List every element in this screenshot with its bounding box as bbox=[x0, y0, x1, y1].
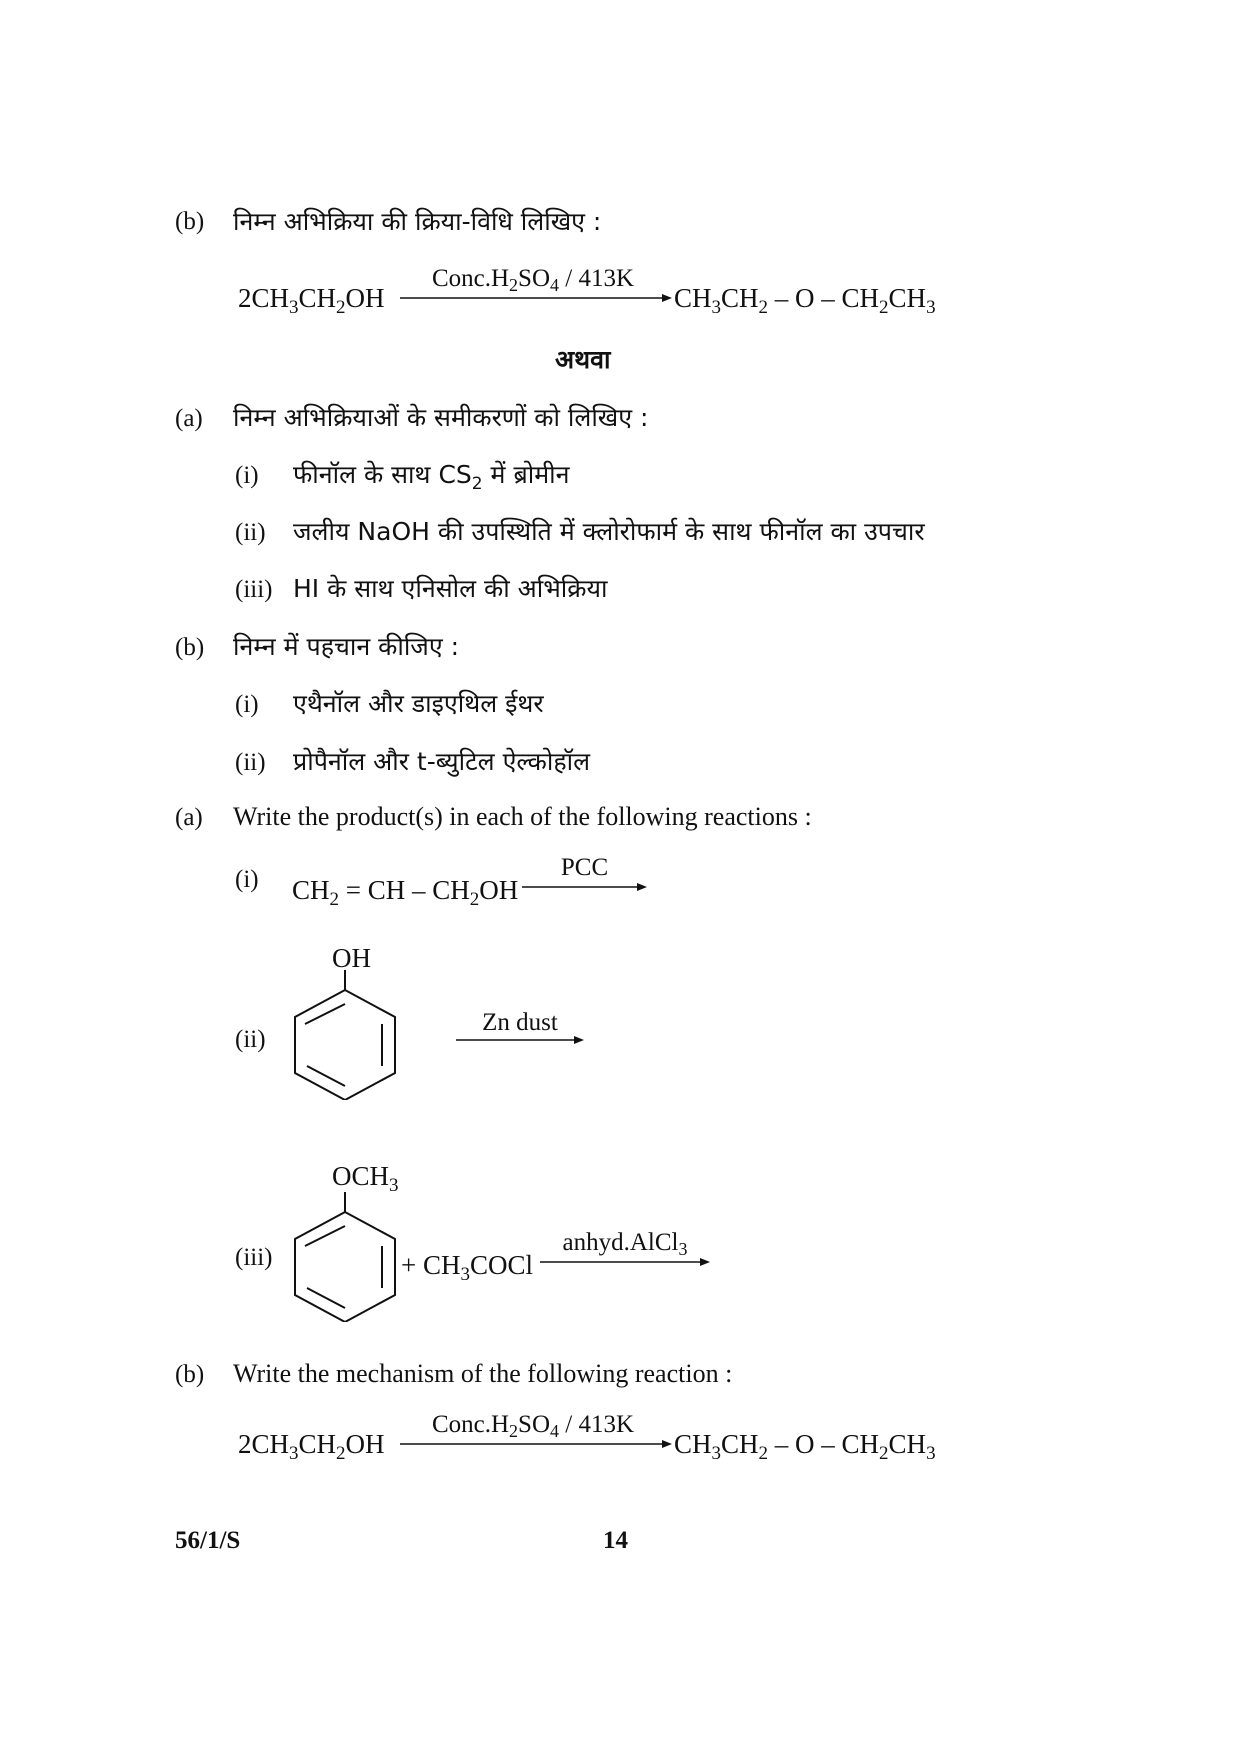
product: $CH_3CH_2$ – O – $CH_2CH_3$ bbox=[674, 1429, 936, 1464]
reaction-condition: $Conc.H_2SO_4 / 413K$ bbox=[431, 1411, 635, 1441]
item-number: (ii) bbox=[235, 1026, 266, 1053]
reagent: + $CH_3COCl$ bbox=[401, 1250, 534, 1285]
item-text: एथैनॉल और डाइएथिल ईथर bbox=[293, 689, 544, 718]
question-text: Write the product(s) in each of the following reactions : bbox=[233, 802, 812, 831]
question-label: (b) bbox=[175, 208, 205, 235]
item-number: (i) bbox=[235, 866, 259, 893]
item-text: फीनॉल के साथ $CS_2$ में ब्रोमीन bbox=[293, 460, 570, 494]
reaction-condition: anhyd.AlCl$_3$ bbox=[562, 1229, 688, 1259]
item-number: (iii) bbox=[235, 576, 273, 603]
reaction-arrow bbox=[522, 887, 647, 889]
reaction-arrow bbox=[400, 1444, 672, 1446]
reactant: $2CH_3CH_2OH$ bbox=[238, 283, 385, 318]
question-text: निम्न अभिक्रिया की क्रिया-विधि लिखिए : bbox=[233, 207, 602, 236]
substituent-label: $OCH_3$ bbox=[332, 1161, 399, 1196]
reaction-arrow bbox=[540, 1262, 710, 1264]
item-text: HI के साथ एनिसोल की अभिक्रिया bbox=[293, 574, 608, 603]
item-number: (ii) bbox=[235, 519, 266, 546]
page-number: 14 bbox=[603, 1527, 628, 1554]
question-text: निम्न अभिक्रियाओं के समीकरणों को लिखिए : bbox=[233, 403, 649, 432]
reaction-condition: $Conc.H_2SO_4 / 413K$ bbox=[431, 265, 635, 295]
benzene-ring bbox=[285, 1192, 405, 1322]
question-label: (a) bbox=[175, 405, 203, 432]
reaction-arrow bbox=[400, 298, 672, 300]
reactant: $CH_2$ = CH – $CH_2OH$ bbox=[292, 875, 519, 910]
item-number: (ii) bbox=[235, 749, 266, 776]
question-label: (b) bbox=[175, 634, 205, 661]
reaction-condition: Zn dust bbox=[482, 1009, 558, 1036]
paper-code: 56/1/S bbox=[175, 1527, 241, 1554]
item-text: प्रोपैनॉल और t-ब्युटिल ऐल्कोहॉल bbox=[293, 747, 591, 776]
question-text: Write the mechanism of the following reaction : bbox=[233, 1359, 733, 1388]
reaction-condition: PCC bbox=[560, 854, 609, 881]
item-number: (iii) bbox=[235, 1244, 273, 1271]
item-number: (i) bbox=[235, 691, 259, 718]
question-label: (a) bbox=[175, 804, 203, 831]
product: $CH_3CH_2$ – O – $CH_2CH_3$ bbox=[674, 283, 936, 318]
benzene-ring bbox=[285, 970, 405, 1100]
question-label: (b) bbox=[175, 1361, 205, 1388]
substituent-label: OH bbox=[332, 943, 371, 973]
reaction-arrow bbox=[456, 1040, 584, 1042]
item-number: (i) bbox=[235, 462, 259, 489]
or-separator: अथवा bbox=[555, 345, 611, 374]
item-text: जलीय NaOH की उपस्थिति में क्लोरोफार्म के साथ फीनॉल का उपचार bbox=[293, 517, 925, 546]
reactant: $2CH_3CH_2OH$ bbox=[238, 1429, 385, 1464]
question-text: निम्न में पहचान कीजिए : bbox=[233, 632, 460, 661]
